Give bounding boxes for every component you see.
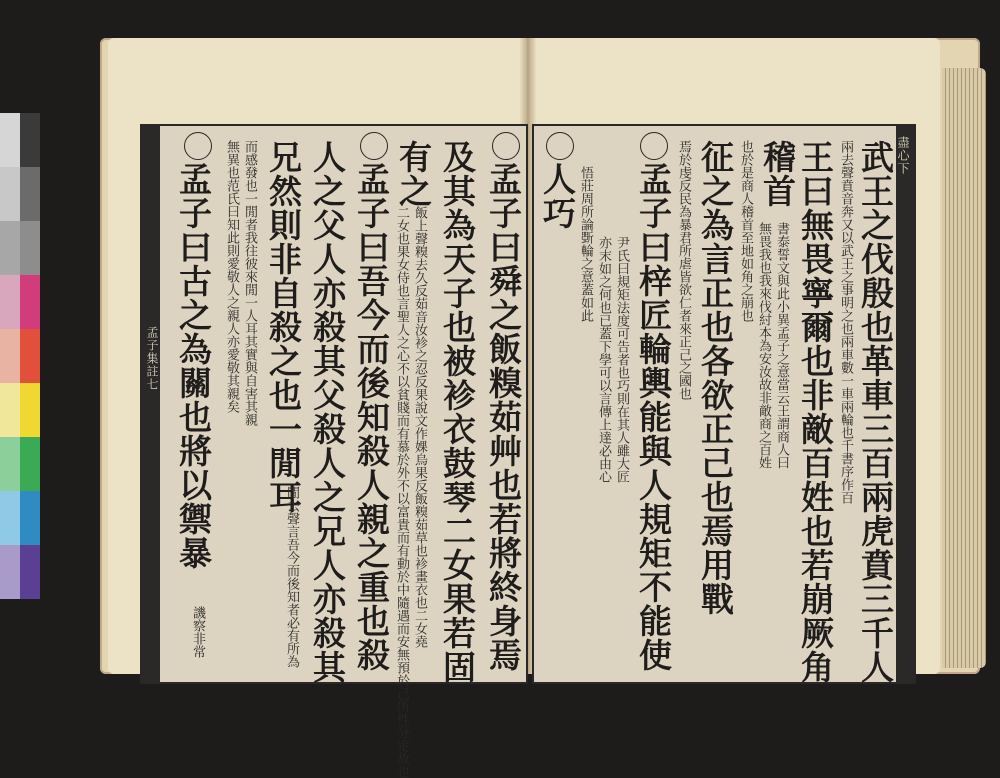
fore-edge — [942, 68, 986, 668]
color-swatch — [0, 113, 20, 167]
main-text-column: 孟子曰吾今而後知殺人親之重也殺 — [352, 162, 391, 672]
section-circle-mark — [360, 132, 388, 160]
color-swatch — [0, 491, 20, 545]
commentary-column: 飯上聲糗去久反茹音汝袗之忍反果說文作婐烏果反飯糗茹草也袗畫衣也二女堯 — [412, 206, 427, 648]
commentary-column: 閒去聲言吾今而後知者必有所為 — [284, 486, 299, 668]
left-page-margin-bar — [142, 126, 160, 682]
main-text-column: 武王之伐殷也革車三百兩虎賁三千人 — [856, 140, 895, 684]
right-page-margin-bar — [896, 126, 914, 682]
commentary-column: 亦末如之何也已蓋下學可以言傳上達必由心 — [596, 236, 611, 483]
commentary-column: 兩去聲賁音奔又以武王之事明之也兩車數一車兩輪也千書序作百 — [838, 140, 853, 504]
color-swatch — [20, 221, 40, 275]
color-swatch — [20, 491, 40, 545]
main-text-column: 征之為言正也各欲正己也焉用戰 — [696, 140, 735, 616]
commentary-column: 書泰誓文與此小異孟子之意當云王謂商人曰 — [774, 222, 789, 469]
commentary-column: 譏察非常 — [190, 606, 205, 658]
commentary-column: 焉於虔反民為暴君所虐皆欲仁者來正己之國也 — [676, 140, 691, 400]
section-circle-mark — [546, 132, 574, 160]
color-swatch — [0, 383, 20, 437]
color-swatch — [20, 437, 40, 491]
main-text-column: 及其為天子也被袗衣鼓琴二女果若固 — [438, 140, 477, 684]
color-swatch — [0, 275, 20, 329]
color-calibration-card — [0, 113, 42, 600]
main-text-column: 稽首 — [758, 140, 797, 208]
commentary-column: 也於是商人稽首至地如角之崩也 — [738, 140, 753, 322]
right-page-label: 盡心下 — [896, 136, 910, 175]
color-swatch — [20, 329, 40, 383]
main-text-column: 有之 — [394, 140, 433, 208]
commentary-column: 悟莊周所論斲輪之意蓋如此 — [578, 166, 593, 322]
commentary-column: 二女也果女侍也言聖人之心不以貧賤而有慕於外不以富貴而有動於中隨遇而安無預於己所性分定故也 — [394, 206, 409, 778]
left-text-frame — [140, 124, 528, 778]
color-swatch — [20, 275, 40, 329]
color-swatch — [0, 545, 20, 599]
color-swatch — [20, 383, 40, 437]
color-swatch — [20, 113, 40, 167]
color-swatch — [20, 167, 40, 221]
commentary-column: 無異也范氏曰知此則愛敬人之親人亦愛敬其親矣 — [224, 140, 239, 413]
left-page-label: 孟子集註七 — [145, 326, 159, 391]
color-swatch — [0, 221, 20, 275]
right-text-frame — [532, 124, 916, 684]
main-text-column: 兄然則非自殺之也一閒耳 — [264, 140, 303, 514]
main-text-column: 孟子曰舜之飯糗茹艸也若將終身焉 — [484, 162, 523, 672]
section-circle-mark — [640, 132, 668, 160]
main-text-column: 人巧 — [538, 162, 577, 230]
main-text-column: 孟子曰古之為關也將以禦暴 — [174, 162, 213, 570]
color-swatch — [0, 167, 20, 221]
book — [100, 38, 980, 778]
main-text-column: 王曰無畏寧爾也非敵百姓也若崩厥角 — [796, 140, 835, 684]
color-swatch — [0, 329, 20, 383]
section-circle-mark — [184, 132, 212, 160]
color-swatch — [0, 437, 20, 491]
commentary-column: 無畏我也我來伐紂本為安汝故非敵商之百姓 — [756, 222, 771, 469]
color-swatch — [20, 545, 40, 599]
commentary-column: 尹氏曰規矩法度可告者也巧則在其人雖大匠 — [614, 236, 629, 483]
main-text-column: 孟子曰梓匠輪輿能與人規矩不能使 — [634, 162, 673, 672]
commentary-column: 而感發也一閒者我往彼來閒一人耳其實與自害其親 — [242, 140, 257, 426]
section-circle-mark — [492, 132, 520, 160]
main-text-column: 人之父人亦殺其父殺人之兄人亦殺其 — [308, 140, 347, 684]
